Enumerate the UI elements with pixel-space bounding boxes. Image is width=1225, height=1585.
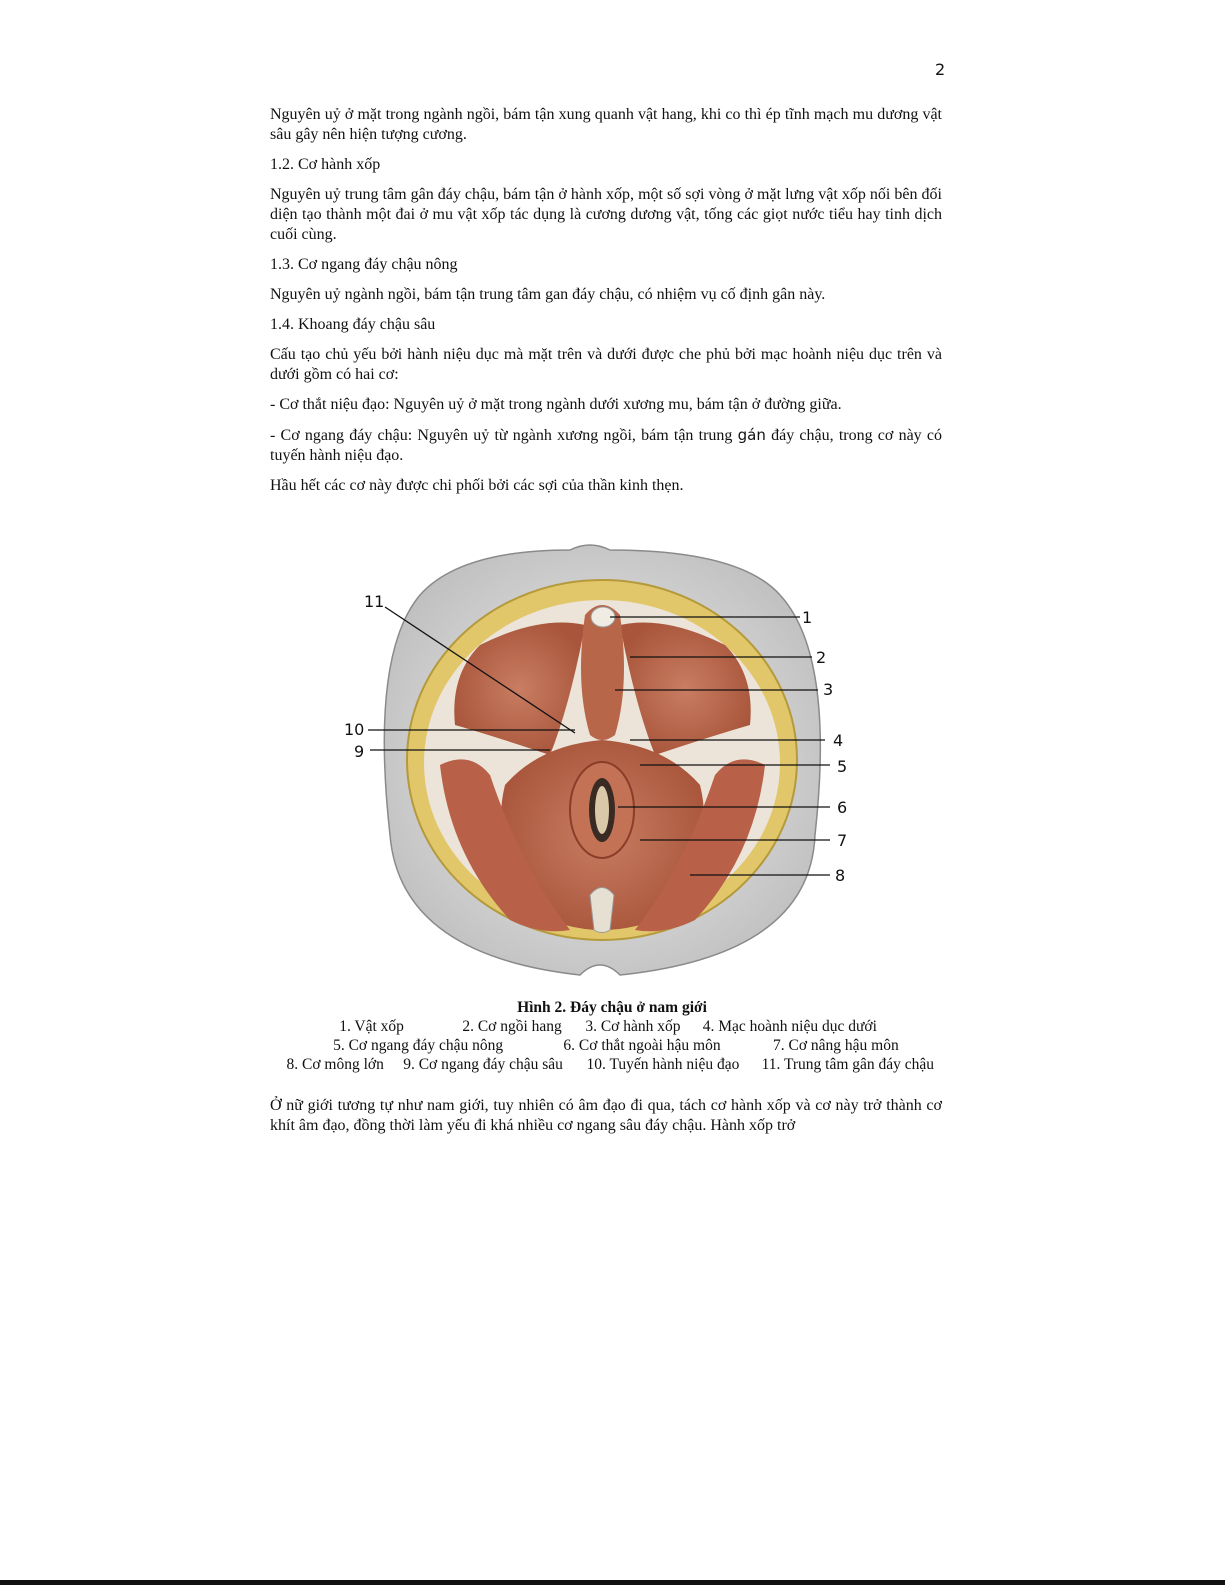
figure-label-3: 3: [823, 680, 834, 699]
bullet-2-part-a: - Cơ ngang đáy chậu: Nguyên uỷ từ ngành xương ngồi, bám tận trung: [270, 427, 738, 444]
paragraph-1-2: Nguyên uỷ trung tâm gân đáy chậu, bám tận ở hành xốp, một số sợi vòng ở mặt lưng vật xốp nối bên đối diện tạo thành một đai ở mu vật xốp tác dụng là cương dương vật, tống các giọt nước tiểu hay tinh dịch cuối cùng.: [270, 186, 942, 243]
page-bottom-border: [0, 1580, 1225, 1585]
figure-label-10: 10: [344, 720, 365, 739]
heading-1-3: 1.3. Cơ ngang đáy chậu nông: [270, 256, 458, 273]
caption-item-3: 3. Cơ hành xốp: [585, 1018, 681, 1035]
caption-item-1: 1. Vật xốp: [339, 1018, 404, 1035]
perineum-anatomy-figure: [340, 535, 860, 980]
figure-label-11: 11: [364, 592, 385, 611]
figure-label-2: 2: [816, 648, 827, 667]
bullet-2-part-b: gán: [737, 426, 766, 444]
coccyx: [590, 888, 614, 933]
bullet-2-part-c: đáy chậu, trong cơ này có tuyến hành niệu đạo.: [270, 427, 943, 464]
heading-1-4: 1.4. Khoang đáy chậu sâu: [270, 316, 436, 333]
body-text-top: [270, 105, 942, 506]
caption-item-6: 6. Cơ thắt ngoài hậu môn: [563, 1037, 721, 1054]
caption-item-11: 11. Trung tâm gân đáy chậu: [761, 1056, 935, 1073]
caption-line-1: [262, 1017, 962, 1036]
heading-1-2: 1.2. Cơ hành xốp: [270, 156, 381, 173]
figure-label-1: 1: [802, 608, 813, 627]
paragraph-1-3: Nguyên uỷ ngành ngồi, bám tận trung tâm gan đáy chậu, có nhiệm vụ cố định gân này.: [270, 286, 826, 303]
bullet-co-that-nieu-dao: - Cơ thắt niệu đạo: Nguyên uỷ ở mặt trong ngành dưới xương mu, bám tận ở đường giữa.: [270, 396, 842, 413]
caption-item-5: 5. Cơ ngang đáy chậu nông: [333, 1037, 504, 1054]
caption-line-3: [262, 1055, 962, 1074]
caption-title: Hình 2. Đáy chậu ở nam giới: [517, 999, 707, 1016]
paragraph-1-4: Cấu tạo chủ yếu bởi hành niệu dục mà mặt trên và dưới được che phủ bởi mạc hoành niệu dục trên và dưới gồm có hai cơ:: [270, 346, 942, 383]
figure-label-7: 7: [837, 831, 848, 850]
figure-caption: [262, 998, 962, 1074]
caption-item-8: 8. Cơ mông lớn: [286, 1056, 384, 1073]
caption-item-9: 9. Cơ ngang đáy chậu sâu: [403, 1056, 563, 1073]
figure-label-8: 8: [835, 866, 846, 885]
caption-line-2: [262, 1036, 962, 1055]
bullet-co-ngang-day-chau: [270, 425, 942, 466]
figure-label-9: 9: [354, 742, 365, 761]
final-paragraph: Ở nữ giới tương tự như nam giới, tuy nhiên có âm đạo đi qua, tách cơ hành xốp và cơ này trở thành cơ khít âm đạo, đồng thời làm yếu đi khá nhiều cơ ngang sâu đáy chậu. Hành xốp trở: [270, 1097, 942, 1134]
intro-paragraph: Nguyên uỷ ở mặt trong ngành ngồi, bám tận xung quanh vật hang, khi co thì ép tĩnh mạch mu dương vật sâu gây nên hiện tượng cương.: [270, 106, 942, 143]
figure-label-4: 4: [833, 731, 844, 750]
caption-item-4: 4. Mạc hoành niệu dục dưới: [702, 1018, 877, 1035]
caption-item-2: 2. Cơ ngồi hang: [462, 1018, 562, 1035]
figure-label-6: 6: [837, 798, 848, 817]
caption-item-10: 10. Tuyến hành niệu đạo: [586, 1056, 740, 1073]
page-number: 2: [935, 60, 946, 79]
caption-item-7: 7. Cơ nâng hậu môn: [773, 1037, 899, 1054]
figure-label-5: 5: [837, 757, 848, 776]
body-text-bottom: [270, 1096, 942, 1146]
closing-paragraph: Hầu hết các cơ này được chi phối bởi các sợi của thần kinh thẹn.: [270, 477, 684, 494]
